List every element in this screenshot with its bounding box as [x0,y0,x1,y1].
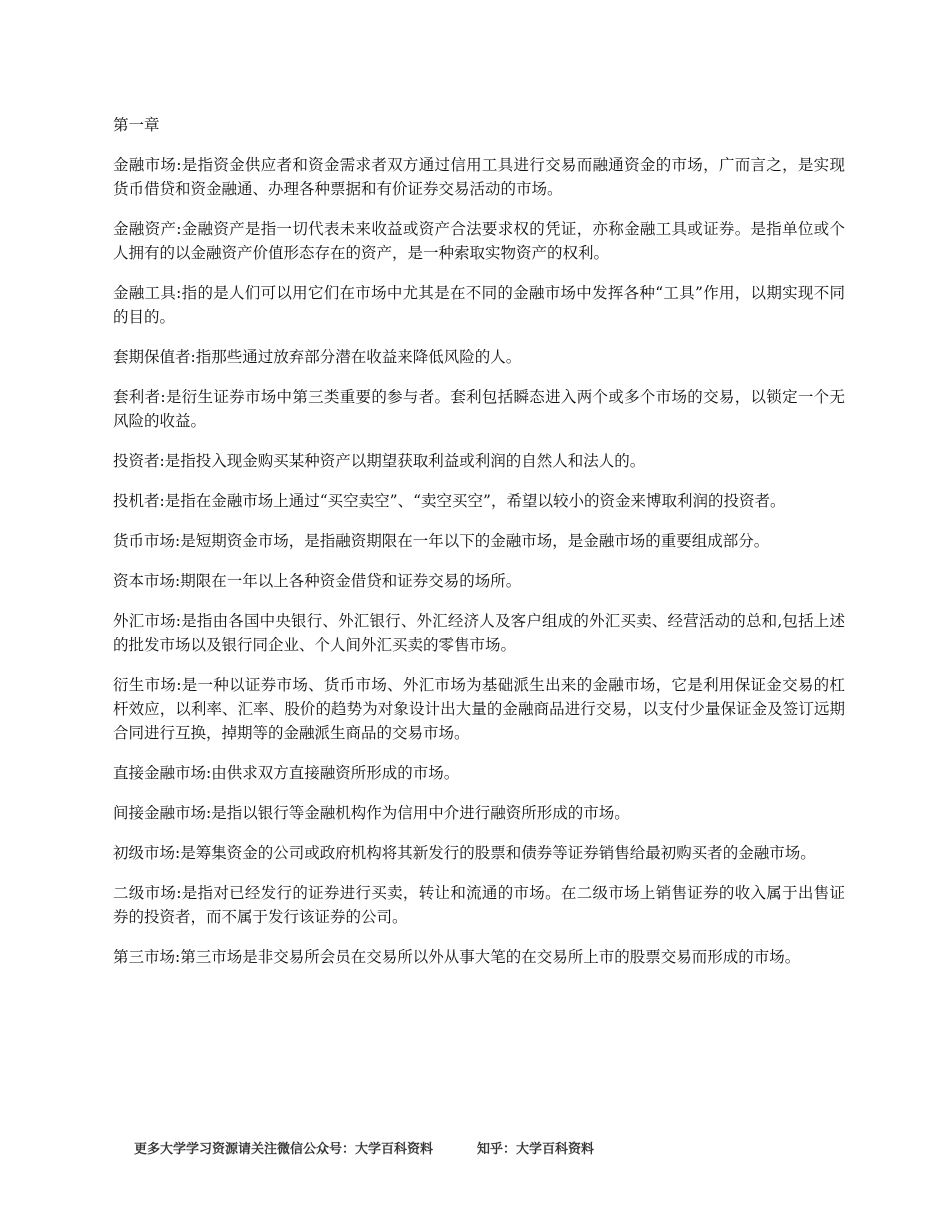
definition-entry [113,529,845,553]
term: 外汇市场 : [113,612,181,630]
definition: 是筹集资金的公司或政府机构将其新发行的股票和债券等证券销售给最初购买者的金融市场。 [180,844,816,862]
footer-wechat-note: 更多大学学习资源请关注微信公众号：大学百科资料 [134,1142,434,1157]
definition-entry [113,489,845,513]
definition: 是指投入现金购买某种资产以期望获取利益或利润的自然人和法人的。 [164,452,646,470]
term: 间接金融市场 : [113,804,211,822]
definition-entry [113,673,845,745]
term: 初级市场 : [113,844,180,862]
definition-entry [113,841,845,865]
term: 第三市场 : [113,948,180,966]
page-footer [134,1138,594,1157]
definition: 是指对已经发行的证券进行买卖，转让和流通的市场。在二级市场上销售证券的收入属于出售证券的投资者，而不属于发行该证券的公司。 [113,884,845,926]
term: 货币市场 : [113,532,180,550]
definition: 是衍生证券市场中第三类重要的参与者。套利包括瞬态进入两个或多个市场的交易，以锁定一个无风险的收益。 [113,388,845,430]
definition: 是指以银行等金融机构作为信用中介进行融资所形成的市场。 [211,804,630,822]
definition: 是指资金供应者和资金需求者双方通过信用工具进行交易而融通资金的市场，广而言之，是实现货币借贷和资金融通、办理各种票据和有价证券交易活动的市场。 [113,156,845,198]
definition: 期限在一年以上各种资金借贷和证券交易的场所。 [180,572,522,590]
definition-entry [113,217,845,265]
definition-entry [113,945,845,969]
definition: 是指由各国中央银行、外汇银行、外汇经济人及客户组成的外汇买卖、经营活动的总和,包括上述的批发市场以及银行同企业、个人间外汇买卖的零售市场。 [113,612,845,654]
definition-entry [113,281,845,329]
term: 投资者 : [113,452,165,470]
definition: 指的是人们可以用它们在市场中尤其是在不同的金融市场中发挥各种“工具”作用，以期实现不同的目的。 [113,284,845,326]
term: 衍生市场 : [113,676,181,694]
definition-entry [113,761,845,785]
definition-entry [113,153,845,201]
definition: 指那些通过放弃部分潜在收益来降低风险的人。 [195,348,522,366]
term: 套期保值者 : [113,348,196,366]
definition-entry [113,345,845,369]
definition-entry [113,801,845,825]
term: 金融资产 : [113,220,181,238]
definition-entry [113,449,845,473]
definition-entry [113,385,845,433]
term: 资本市场 : [113,572,180,590]
term: 二级市场 : [113,884,181,902]
footer-zhihu-note: 知乎：大学百科资料 [477,1142,595,1157]
definition-entry [113,569,845,593]
term: 套利者 : [113,388,166,406]
definition-entry [113,609,845,657]
term: 投机者 : [113,492,165,510]
term: 金融工具 : [113,284,181,302]
definition: 第三市场是非交易所会员在交易所以外从事大笔的在交易所上市的股票交易而形成的市场。 [180,948,801,966]
chapter-title: 第一章 [113,116,160,134]
definition: 是短期资金市场，是指融资期限在一年以下的金融市场，是金融市场的重要组成部分。 [180,532,770,550]
term: 金融市场 : [113,156,181,174]
definition: 由供求双方直接融资所形成的市场。 [211,764,460,782]
definition: 金融资产是指一切代表未来收益或资产合法要求权的凭证，亦称金融工具或证券。是指单位或个人拥有的以金融资产价值形态存在的资产，是一种索取实物资产的权利。 [113,220,845,262]
term: 直接金融市场 : [113,764,211,782]
definition-entry [113,881,845,929]
definition: 是一种以证券市场、货币市场、外汇市场为基础派生出来的金融市场，它是利用保证金交易的杠杆效应，以利率、汇率、股价的趋势为对象设计出大量的金融商品进行交易，以支付少量保证金及签订远期合同进行互换，掉期等的金融派生商品的交易市场。 [113,676,845,742]
document-body [113,113,845,985]
definition: 是指在金融市场上通过“买空卖空”、“卖空买空”，希望以较小的资金来博取利润的投资者。 [164,492,786,510]
